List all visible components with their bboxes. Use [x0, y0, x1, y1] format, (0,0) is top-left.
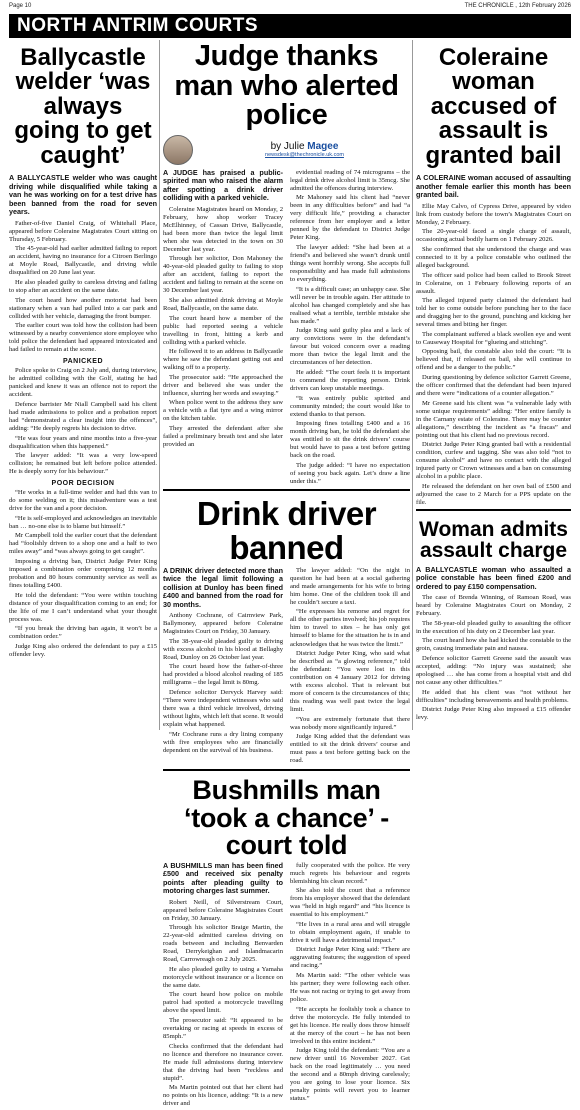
byline-prefix: by Julie — [270, 141, 308, 153]
body-paragraph: “He expresses his remorse and regret for all the other parties involved; his job requires him to travel to sites – he has only got himself to blame for the situation he is in and acknowledges that he was twice the limit.” — [290, 608, 410, 648]
body-paragraph: During questioning by defence solicitor Garrett Greene, the officer confirmed that the defendant had been injured and there were “indications of a counter allegation.” — [416, 373, 571, 397]
body-paragraph: Imposing fines totalling £400 and a 16 month driving ban, he told the defendant she was entitled to sit the drink drivers’ course but would have to pass a test before getting back on the road. — [290, 420, 410, 460]
reporter-photo — [163, 135, 193, 165]
body-paragraph: Checks confirmed that the defendant had no licence and therefore no insurance cover. He made full admissions during interview that the driving had been “reckless and stupid”. — [163, 1042, 283, 1082]
body-paragraph: Police spoke to Craig on 2 July and, during interview, he admitted colliding with the Golf, stating he had panicked and knew it was an offence not to report the accident. — [9, 367, 157, 399]
body-paragraph: The prosecutor said: “He approached the driver and believed she was under the influence, slurring her words and swaying.” — [163, 373, 283, 397]
story-ballycastle-welder — [9, 40, 157, 730]
body-paragraph: The lawyer added: “On the night in question he had been at a social gathering and made arrangements for his wife to bring him home. One of the children took ill and he couldn’t secure a taxi. — [290, 566, 410, 606]
body-paragraph: “It was entirely public spirited and community minded; the court would like to extend thanks to that person. — [290, 394, 410, 418]
body-paragraph: Judge King said guilty plea and a lack of any convictions were in the defendant’s favour but voiced concern over a reading more than twice the legal limit and the circumstances of her detection. — [290, 327, 410, 367]
body-paragraph: The 45-year-old had earlier admitted failing to report an accident, having no insurance for a Citroen Berlingo at Moyle Road, Ballycastle, and driving while disqualified on 20 June last year. — [9, 245, 157, 277]
body-paragraph: The alleged injured party claimed the defendant had told her to come outside before punching her to the face and dragging her to the ground, punching and kicking her several times and biting her finger. — [416, 297, 571, 329]
standfirst: A BALLYCASTLE welder who was caught driving while disqualified while taking a van he was working on for a test drive has been banned from the road for seven years. — [9, 173, 157, 217]
body-paragraph: Judge King added that the defendant was entitled to sit the drink drivers’ course and must pass a test before getting back on the road. — [290, 733, 410, 765]
body-paragraph: Mr Campbell told the earlier court that the defendant had “foolishly driven to a shop one and a half to two miles away” and “was always going to get caught”. — [9, 532, 157, 556]
body-paragraph: When police went to the address they saw a vehicle with a flat tyre and a wing mirror on the kitchen table. — [163, 399, 283, 423]
story-drink-driver-banned — [163, 493, 410, 767]
body-paragraph: The officer said police had been called to Brook Street in Coleraine, on 1 February following reports of an assault. — [416, 271, 571, 295]
byline — [163, 135, 410, 165]
story-coleraine-woman-bail — [416, 40, 571, 507]
body-paragraph: He told the defendant: “You were within touching distance of your disqualification coming to an end; for the life of me I can’t understand what your thought process was. — [9, 591, 157, 623]
body-paragraph: He added that his client was “not without her difficulties” including bereavements and health problems. — [416, 688, 571, 704]
body-group — [290, 862, 410, 1110]
story-bushmills-man — [163, 773, 410, 1110]
standfirst: A JUDGE has praised a public-spirited man who raised the alarm after spotting a drink driver colliding with a parked vehicle. — [163, 167, 283, 203]
body-paragraph: The court heard how a member of the public had reported seeing a vehicle travelling in front, hitting a kerb and colliding with a parked vehicle. — [163, 314, 283, 346]
body-paragraph: Mr Greene said his client was “a vulnerable lady with some unique requirements” adding: “Her entire family is in the Carnany estate of Coleraine. There may be counter allegations,” describing the incident as “a fracas” and pointing out that his client had no previous record. — [416, 399, 571, 439]
body-paragraph: The judge added: “I have no expectation of seeing you back again. Let’s draw a line under this.” — [290, 461, 410, 485]
body-paragraph: The 58-year-old pleaded guilty to assaulting the officer in the execution of his duty on 2 December last year. — [416, 619, 571, 635]
body-paragraph: The lawyer added: “She had been at a friend’s and believed she wasn’t drunk until things went horribly wrong. She accepts full responsibility and has made full admissions to everything. — [290, 244, 410, 284]
body-paragraph: He also pleaded guilty to careless driving and failing to stop after an accident on the same date. — [9, 278, 157, 295]
body-paragraph: He added: “The court feels it is important to commend the reporting person. Drink drivers can keep unstable meetings. — [290, 368, 410, 393]
body-group — [163, 899, 283, 1109]
body-group — [290, 169, 410, 488]
body-paragraph: “Mr Cochrane runs a dry lining company with five employees who are financially dependent on the survival of his business. — [163, 730, 283, 754]
body-group — [290, 567, 410, 767]
story-divider — [416, 509, 571, 511]
body-paragraph: Through her solicitor, Don Mahoney the 40-year-old pleaded guilty to failing to stop after an accident, failing to report the accident and failing to remain at the scene on 30 December last year. — [163, 255, 283, 295]
body-paragraph: Judge King also ordered the defendant to pay a £15 offender levy. — [9, 642, 157, 658]
body-paragraph: “He works in a full-time welder and had this van to do some welding on it; this misadventure was a test drive for the van and a poor decision. — [9, 489, 157, 513]
body-group — [163, 612, 283, 755]
body-paragraph: The case of Brenda Winning, of Ramoan Road, was heard by Coleraine Magistrates Court on Monday, 2 February. — [416, 594, 571, 618]
section-banner: NORTH ANTRIM COURTS — [9, 14, 571, 38]
byline-name: Magee — [307, 141, 339, 153]
story-divider — [163, 769, 410, 771]
body-paragraph: “You are extremely fortunate that there was nobody more significantly injured.” — [290, 715, 410, 731]
subheading: PANICKED — [62, 358, 104, 366]
column-divider — [159, 40, 160, 730]
body-paragraph: “He lives in a rural area and will struggle to obtain employment again, if unable to drive it will have a detrimental impact.” — [290, 920, 410, 944]
body-paragraph: Ms Martin said: “The other vehicle was his partner; they were following each other. He was not racing or trying to get away from police. — [290, 971, 410, 1004]
byline-email-link[interactable]: newsdesk@thechronicle.uk.com — [265, 152, 344, 159]
standfirst: A BALLYCASTLE woman who assaulted a police constable has been fined £200 and ordered to pay £150 compensation. — [416, 564, 571, 591]
body-paragraph: evidential reading of 74 micrograms – the legal drink drive alcohol limit is 35mcg. She admitted the offences during interview. — [290, 168, 410, 192]
body-paragraph: Through his solicitor Braige Martin, the 22-year-old admitted careless driving on roads between and including Benvarden Road, Derrykeighan and Islandmacarin Road, Carrowreagh on 2 July 2025. — [163, 924, 283, 964]
body-paragraph: She also told the court that a reference from his employer showed that the defendant was “held in high regard” and “his licence is essential to his employment.” — [290, 887, 410, 919]
story-divider — [163, 489, 410, 491]
column-divider — [412, 40, 413, 730]
body-paragraph: District Judge Peter King, who said what he described as “a glowing reference,” told the defendant: “You were lost in this contribution on 4 January 2012 for driving with excess alcohol. That is relevant but more of concern is the circumstances of this; this reading was well past twice the legal limit. — [290, 650, 410, 714]
body-paragraph: Mr Mahoney said his client had “never been in any difficulties before” and had “a very difficult life,” providing a character reference from her employer and a letter penned by the defendant to District Judge Peter King. — [290, 194, 410, 242]
body-group — [9, 220, 157, 355]
body-paragraph: Robert Neill, of Silverstream Court, appeared before Coleraine Magistrates Court on Friday, 30 January. — [163, 898, 283, 922]
body-paragraph: Coleraine Magistrates heard on Monday, 2 February, how shop worker Tracey McElhinney, of Cassan Drive, Ballycastle, had been more than twice the legal limit when she was detected in the town on 30 December last year. — [163, 205, 283, 253]
headline: Ballycastle welder ‘was always going to get caught’ — [14, 44, 152, 169]
standfirst: A BUSHMILLS man has been fined £500 and received six penalty points after pleading guilty to motoring charges last summer. — [163, 860, 283, 896]
body-paragraph: The court heard how the father-of-three had provided a blood alcohol reading of 185 milligrams – the legal limit is 80mg. — [163, 663, 283, 687]
body-paragraph: District Judge Peter King said: “There are aggravating features; the suggestion of speed and racing.” — [290, 946, 410, 970]
headline: Judge thanks man who alerted police — [174, 40, 399, 132]
paper-date: THE CHRONICLE , 12th February 2026 — [464, 3, 571, 9]
story-woman-admits-assault — [416, 513, 571, 722]
middle-stories — [163, 40, 410, 1108]
body-paragraph: fully cooperated with the police. He very much regrets his behaviour and regrets blemishing his clean record.” — [290, 861, 410, 885]
body-paragraph: The 38-year-old pleaded guilty to driving with excess alcohol in his blood at Bellaghy Road, Dunloy on 26 October last year. — [163, 637, 283, 661]
body-group — [416, 594, 571, 722]
body-paragraph: “It is a difficult case; an unhappy case. She will never be in trouble again. Her attitude to alcohol has changed completely and she has realised what a terrible, terrible mistake she has made.” — [290, 285, 410, 325]
headline: Bushmills man ‘took a chance’ - court told — [184, 774, 389, 861]
body-paragraph: “He is self-employed and acknowledges an inevitable ban … no-one else is to blame but himself.” — [9, 514, 157, 530]
body-paragraph: Judge King told the defendant: “You are a new driver until 16 November 2027. Get back on the road legitimately … you need the second and a 80mph driving carelessly; you are going to lose your licence. Six penalty points will revert you to learner status.” — [290, 1047, 410, 1103]
body-paragraph: “If you break the driving ban again, it won’t be a combination order.” — [9, 625, 157, 641]
body-paragraph: District Judge Peter King also imposed a £15 offender levy. — [416, 706, 571, 722]
body-paragraph: The prosecutor said: “It appeared to be overtaking or racing at speeds in excess of 85mph.” — [163, 1016, 283, 1041]
body-paragraph: He also pleaded guilty to using a Yamaha motorcycle without insurance or a licence on the same date. — [163, 965, 283, 989]
body-paragraph: Anthony Cochrane, of Cairnview Park, Ballymoney, appeared before Coleraine Magistrates Court on Friday, 30 January. — [163, 612, 283, 636]
body-paragraph: The court heard how she had kicked the constable to the groin, causing immediate pain and nausea. — [416, 637, 571, 653]
body-paragraph: Imposing a driving ban, District Judge Peter King imposed a combination order comprising 12 months probation and 80 hours community service as well as fines totalling £400. — [9, 557, 157, 590]
body-paragraph: The court heard how another motorist had been stationary when a van had pulled into a car park and collided with her vehicle, damaging the front bumper. — [9, 296, 157, 320]
body-paragraph: “He accepts he foolishly took a chance to drive the motorcycle. He fully intended to get his licence. He really does throw himself at the mercy of the court – he has not been involved in this entire incident.” — [290, 1005, 410, 1045]
standfirst: A COLERAINE woman accused of assaulting another female earlier this month has been granted bail. — [416, 173, 571, 200]
body-paragraph: “He was four years and nine months into a five-year disqualification when this happened.” — [9, 434, 157, 450]
body-paragraph: She confirmed that she understood the charge and was connected to it by a police constable who outlined the alleged background. — [416, 245, 571, 270]
headline: Woman admits assault charge — [419, 517, 568, 563]
right-stories — [416, 40, 571, 730]
body-paragraph: The lawyer added: “It was a very low-speed collision; he remained but left before police attended. He is deeply sorry for his behaviour.” — [9, 452, 157, 476]
body-paragraph: Ellie May Calvo, of Cypress Drive, appeared by video link from custody before the town’s Magistrates Court on Monday, 2 February. — [416, 202, 571, 226]
body-paragraph: Father-of-five Daniel Craig, of Whitehall Place, appeared before Coleraine Magistrates Court sitting on Thursday, 5 February. — [9, 219, 157, 243]
body-paragraph: Defence solicitor Dervyck Harvey said: “There were independent witnesses who said there was a third vehicle involved, driving without lights, which left that scene. It would explain what happened. — [163, 688, 283, 729]
body-paragraph: Opposing bail, the constable also told the court: “It is believed that, if released on bail, she will continue to offend and be a danger to the public.” — [416, 348, 571, 372]
headline: Drink driver banned — [196, 495, 377, 567]
body-group — [163, 206, 283, 449]
story-judge-thanks — [163, 40, 410, 487]
page-header-strip — [9, 3, 571, 13]
body-paragraph: They arrested the defendant after she failed a preliminary breath test and she later provided an — [163, 424, 283, 449]
headline: Coleraine woman accused of assault is granted bail — [425, 44, 562, 169]
body-paragraph: Defence barrister Mr Niall Campbell said his client had made admissions to police and a probation report had “demonstrated a clear insight into the offences”, adding: “He deeply regrets his decision to drive. — [9, 400, 157, 432]
body-paragraph: Defence solicitor Garrett Greene said the assault was accepted, adding: “No injury was sustained; she apologised … she has come from a hospital visit and did not cause any other difficulties.” — [416, 654, 571, 686]
page-number: Page 10 — [9, 3, 32, 9]
body-group — [9, 367, 157, 476]
body-group — [416, 203, 571, 507]
body-paragraph: He followed it to an address in Ballycastle where he saw the defendant getting out and walking off to a property. — [163, 348, 283, 372]
body-paragraph: Ms Martin pointed out that her client had no points on his licence, adding: “It is a new driver and — [163, 1084, 283, 1108]
body-paragraph: The earlier court was told how the collision had been witnessed by a nearby convenience store employee who told police the defendant had appeared intoxicated and had failed to remain at the scene. — [9, 322, 157, 354]
body-paragraph: The 20-year-old faced a single charge of assault, occasioning actual bodily harm on 1 February 2026. — [416, 228, 571, 244]
body-group — [9, 489, 157, 659]
subheading: POOR DECISION — [51, 480, 115, 488]
body-paragraph: He released the defendant on her own bail of £500 and adjourned the case to 2 March for a PPS update on the file. — [416, 482, 571, 506]
body-paragraph: The complainant suffered a black swollen eye and went to Causeway Hospital for “glueing and stitching”. — [416, 330, 571, 346]
body-paragraph: The court heard how police on mobile patrol had spotted a motorcycle travelling above the speed limit. — [163, 991, 283, 1015]
body-paragraph: District Judge Peter King granted bail with a residential condition, curfew and tagging. She was also told “not to consume alcohol” and have no contact with the alleged injured party or Crown witnesses and a ban on consuming alcohol in a public place. — [416, 441, 571, 481]
standfirst: A DRINK driver detected more than twice the legal limit following a collision at Dunloy has been fined £400 and banned from the road for 30 months. — [163, 565, 283, 609]
body-paragraph: She also admitted drink driving at Moyle Road, Ballycastle, on the same date. — [163, 297, 283, 313]
